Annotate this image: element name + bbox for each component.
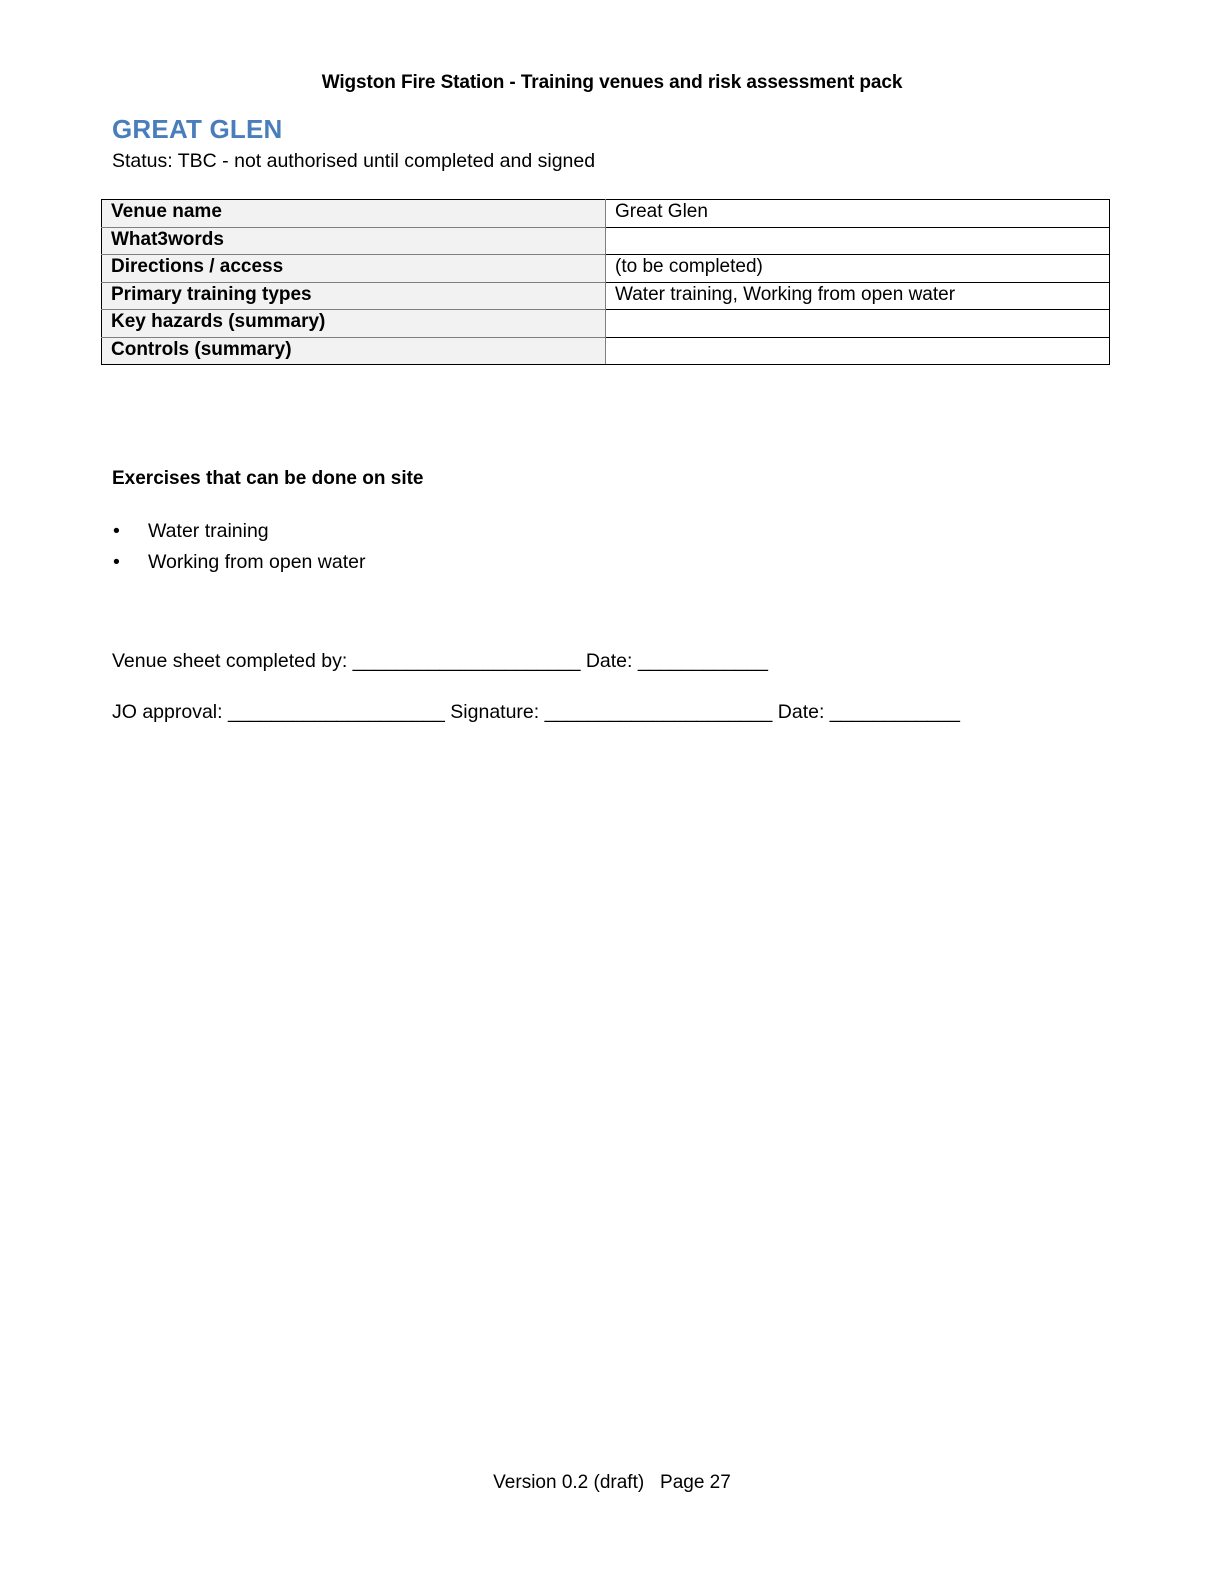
table-row [102, 337, 1110, 365]
document-footer: Version 0.2 (draft) Page 27 [493, 1472, 731, 1493]
table-value-key-hazards [606, 310, 1110, 338]
list-item [112, 516, 365, 547]
jo-approval-signature-line: JO approval: ____________________ Signature: _____________________ Date: ____________ [112, 701, 960, 723]
table-label-venue-name: Venue name [102, 200, 606, 228]
list-item-label: Water training [148, 520, 269, 542]
page-title: GREAT GLEN [112, 114, 283, 144]
table-row [102, 200, 1110, 228]
table-value-what3words [606, 227, 1110, 255]
bullet-icon: • [113, 520, 120, 542]
list-item [112, 547, 365, 578]
completed-by-signature-line: Venue sheet completed by: _____________________ Date: ____________ [112, 650, 768, 672]
exercises-heading: Exercises that can be done on site [112, 468, 424, 489]
venue-details-table [101, 199, 1110, 365]
table-row [102, 227, 1110, 255]
table-value-venue-name: Great Glen [606, 200, 1110, 228]
table-label-primary-training-types: Primary training types [102, 282, 606, 310]
exercises-list [112, 516, 365, 577]
bullet-icon: • [113, 550, 120, 573]
table-row [102, 255, 1110, 283]
table-label-directions-access: Directions / access [102, 255, 606, 283]
table-value-controls [606, 337, 1110, 365]
table-label-key-hazards: Key hazards (summary) [102, 310, 606, 338]
status-text: Status: TBC - not authorised until completed and signed [112, 150, 596, 172]
table-label-what3words: What3words [102, 227, 606, 255]
table-value-primary-training-types: Water training, Working from open water [606, 282, 1110, 310]
table-row [102, 282, 1110, 310]
table-row [102, 310, 1110, 338]
table-label-controls: Controls (summary) [102, 337, 606, 365]
list-item-label: Working from open water [148, 550, 366, 573]
table-value-directions-access: (to be completed) [606, 255, 1110, 283]
document-running-header: Wigston Fire Station - Training venues and risk assessment pack [321, 72, 903, 93]
